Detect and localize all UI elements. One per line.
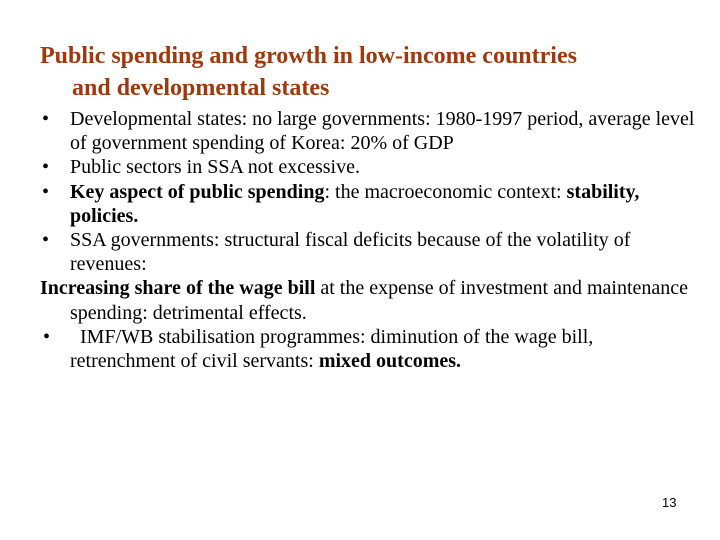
- bullet-item-4-text: SSA governments: structural fiscal deficits because of the volatility of revenues:: [70, 229, 631, 276]
- paragraph-wage-bill-text: at the expense of investment and maintenance spending: detrimental effects.: [70, 277, 689, 324]
- bullet-icon: •: [43, 325, 51, 348]
- bullet-item-5: [40, 325, 700, 373]
- paragraph-wage-bill-bold-lead: Increasing share of the wage bill: [40, 277, 316, 300]
- bullet-icon: •: [42, 180, 50, 203]
- slide-title-line-1: Public spending and growth in low-income countries: [40, 43, 577, 69]
- paragraph-wage-bill: [40, 276, 700, 324]
- bullet-item-3-bold-tail: stability, policies.: [70, 180, 640, 227]
- slide-title: [40, 40, 700, 104]
- bullet-item-3-text: : the macroeconomic context:: [324, 180, 567, 203]
- bullet-item-1-text: Developmental states: no large governments: 1980-1997 period, average level of government spending of Korea: 20% of GDP: [70, 108, 695, 155]
- page-number: 13: [662, 495, 677, 510]
- slide-body: [40, 107, 700, 373]
- bullet-item-1: [40, 107, 700, 155]
- bullet-item-2: [40, 155, 700, 179]
- bullet-item-5-text: IMF/WB stabilisation programmes: diminution of the wage bill, retrenchment of civil servants:: [70, 325, 594, 373]
- slide-title-line-2: and developmental states: [72, 75, 330, 101]
- bullet-item-5-bold-tail: mixed outcomes.: [318, 350, 462, 373]
- bullet-icon: •: [42, 229, 50, 252]
- bullet-icon: •: [42, 156, 50, 179]
- bullet-item-2-text: Public sectors in SSA not excessive.: [70, 156, 360, 179]
- bullet-item-4: [40, 228, 700, 276]
- bullet-icon: •: [42, 108, 50, 130]
- bullet-item-3: [40, 180, 700, 228]
- bullet-item-3-bold-lead: Key aspect of public spending: [70, 180, 325, 203]
